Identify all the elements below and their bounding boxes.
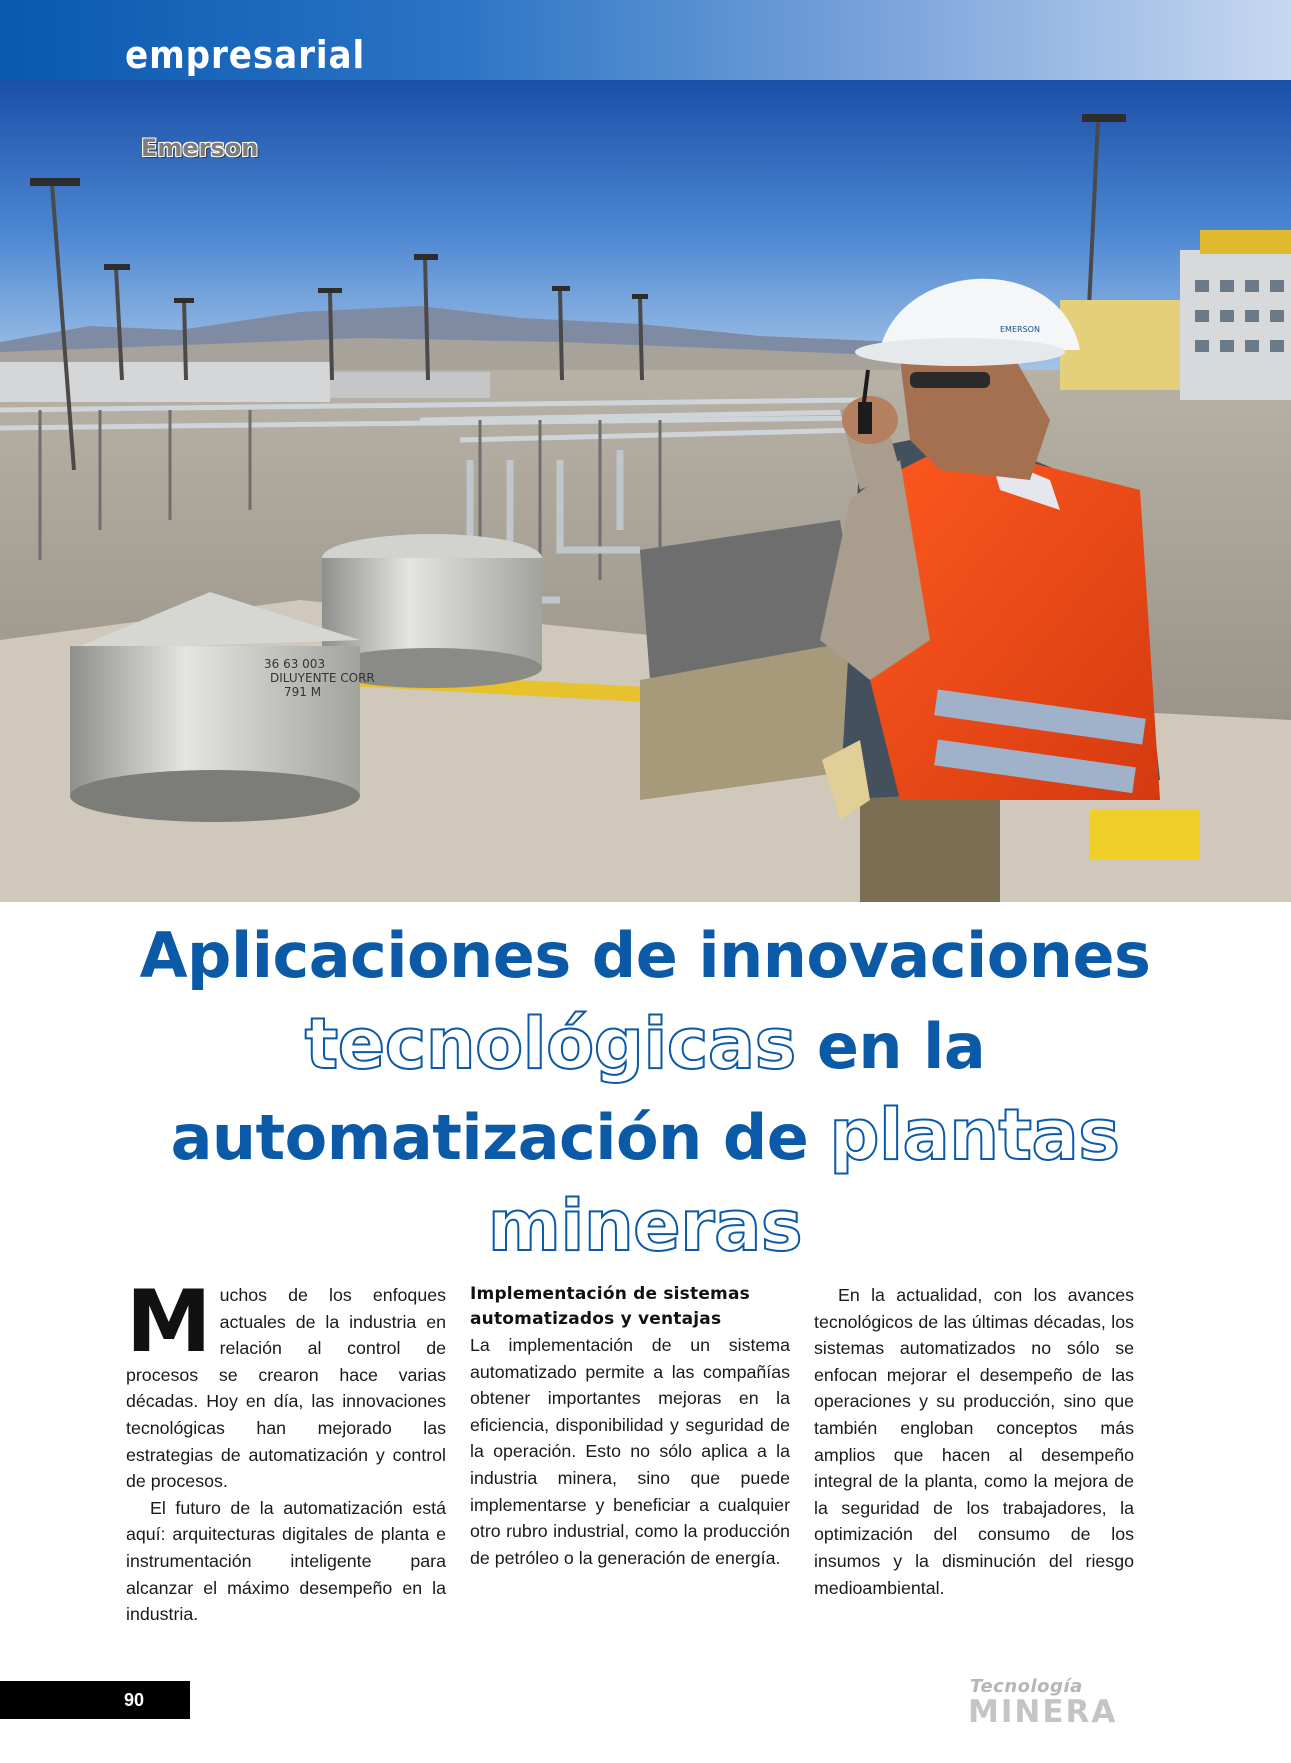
page-number: 90 bbox=[0, 1681, 190, 1719]
paragraph-text: uchos de los enfoques actuales de la industria en relación al control de procesos se crearon hace varias décadas. Hoy en día, las innovaciones tecnológicas han mejorado las estrategias de automatización y control de procesos. bbox=[126, 1285, 446, 1492]
headline-line-3 bbox=[90, 1091, 1200, 1182]
hero-photo bbox=[0, 80, 1291, 902]
tank-label-name: DILUYENTE CORR bbox=[270, 671, 375, 685]
company-label: Emerson bbox=[141, 134, 259, 162]
column-2 bbox=[470, 1282, 790, 1632]
drop-cap: M bbox=[126, 1272, 212, 1372]
headline-text: automatización de bbox=[170, 1101, 830, 1174]
headline-outline-word: mineras bbox=[487, 1185, 803, 1267]
headline-line-2 bbox=[90, 1000, 1200, 1091]
paragraph: La implementación de un sistema automatizado permite a las compañías obtener importantes mejoras en la eficiencia, disponibilidad y seguridad de la operación. Esto no sólo aplica a la industria minera, sino que puede implementarse y beneficiar a cualquier otro rubro industrial, como la producción de petróleo o la generación de energía. bbox=[470, 1335, 790, 1568]
headline-outline-word: plantas bbox=[829, 1094, 1120, 1176]
column-3 bbox=[814, 1282, 1134, 1632]
article-headline bbox=[90, 912, 1200, 1273]
headline-line-4 bbox=[90, 1182, 1200, 1273]
section-label: empresarial bbox=[125, 33, 366, 77]
tank-label-code: 36 63 003 bbox=[264, 657, 326, 671]
magazine-logo bbox=[968, 1676, 1138, 1728]
column-1 bbox=[126, 1272, 446, 1632]
headline-line-1: Aplicaciones de innovaciones bbox=[139, 919, 1151, 992]
magazine-logo-line-2: MINERA bbox=[968, 1694, 1118, 1730]
mining-plant-photo-icon bbox=[0, 80, 1291, 902]
magazine-logo-line-1: Tecnología bbox=[970, 1676, 1083, 1697]
paragraph: En la actualidad, con los avances tecnológicos de las últimas décadas, los sistemas automatizados no sólo se enfocan mejorar el desempeño de las operaciones y su producción, sino que también engloban conceptos más amplios que hacen al desempeño integral de la planta, como la mejora de la seguridad de los trabajadores, la optimización del consumo de los insumos y la disminución del riesgo medioambiental. bbox=[814, 1285, 1134, 1598]
headline-text: en la bbox=[795, 1010, 986, 1083]
helmet-logo: EMERSON bbox=[1000, 325, 1040, 334]
tank-label-volume: 791 M bbox=[284, 685, 322, 699]
paragraph: El futuro de la automatización está aquí: arquitecturas digitales de planta e instrumentación inteligente para alcanzar el máximo desempeño en la industria. bbox=[126, 1497, 446, 1625]
subheading: Implementación de sistemas automatizados y ventajas bbox=[470, 1284, 750, 1329]
paragraph bbox=[126, 1272, 446, 1495]
headline-outline-word: tecnológicas bbox=[304, 1003, 796, 1085]
article-body bbox=[126, 1272, 1134, 1632]
